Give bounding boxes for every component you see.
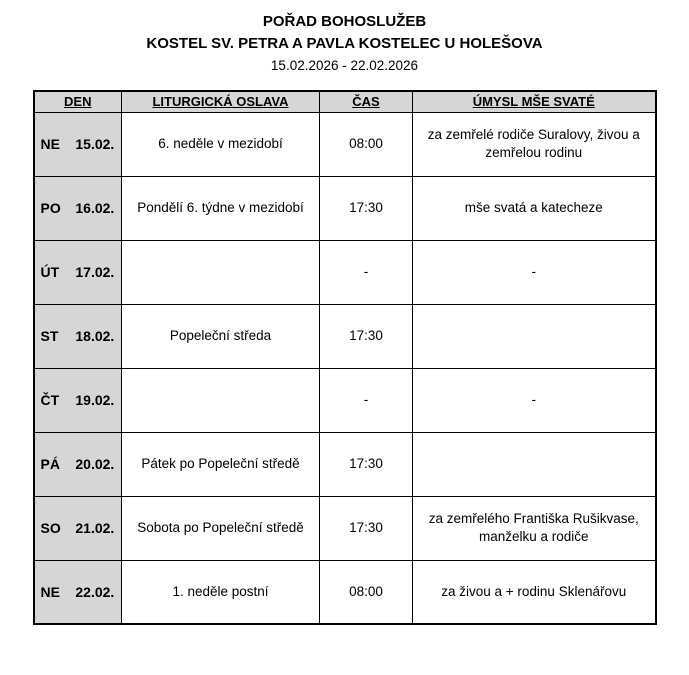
day-abbr: ST [40,328,59,345]
table-header-row [34,91,656,112]
day-abbr: PO [40,200,61,217]
time-cell: 17:30 [320,496,413,560]
intention-cell: - [413,368,656,432]
table-row [34,112,656,176]
intention-cell: - [413,240,656,304]
celebration-cell: 6. neděle v mezidobí [122,112,320,176]
church-name: KOSTEL SV. PETRA A PAVLA KOSTELEC U HOLEŠOVA [146,34,543,52]
table-row [34,560,656,624]
time-cell: 08:00 [320,560,413,624]
intention-cell: mše svatá a katecheze [413,176,656,240]
intention-cell [413,304,656,368]
celebration-cell: 1. neděle postní [122,560,320,624]
day-cell [34,304,122,368]
celebration-cell: Popeleční středa [122,304,320,368]
table-row [34,368,656,432]
day-cell [34,112,122,176]
day-cell [34,240,122,304]
time-cell: 08:00 [320,112,413,176]
day-date: 22.02. [75,583,115,600]
table-row [34,304,656,368]
document-header [0,0,689,75]
service-schedule-table [33,90,657,625]
time-cell: 17:30 [320,304,413,368]
column-header-time: ČAS [320,91,413,112]
time-cell: - [320,240,413,304]
day-date: 15.02. [75,136,115,153]
table-row [34,496,656,560]
day-cell [34,368,122,432]
day-date: 21.02. [75,520,115,537]
day-date: 18.02. [75,328,115,345]
column-header-intention: ÚMYSL MŠE SVATÉ [413,91,656,112]
celebration-cell: Sobota po Popeleční středě [122,496,320,560]
time-cell: 17:30 [320,432,413,496]
intention-cell: za zemřelé rodiče Suralovy, živou a zemřelou rodinu [413,112,656,176]
day-cell [34,496,122,560]
time-cell: - [320,368,413,432]
date-range: 15.02.2026 - 22.02.2026 [270,57,419,73]
column-header-celebration: LITURGICKÁ OSLAVA [122,91,320,112]
celebration-cell [122,240,320,304]
day-date: 20.02. [75,456,115,473]
day-abbr: SO [40,520,61,537]
day-cell [34,560,122,624]
intention-cell: za zemřelého Františka Rušikvase, manželku a rodiče [413,496,656,560]
time-cell: 17:30 [320,176,413,240]
intention-cell: za živou a + rodinu Sklenářovu [413,560,656,624]
day-date: 17.02. [75,264,115,281]
page-title: POŘAD BOHOSLUŽEB [262,13,427,30]
celebration-cell [122,368,320,432]
day-cell [34,176,122,240]
table-row [34,240,656,304]
intention-cell [413,432,656,496]
day-abbr: NE [40,136,60,153]
column-header-day: DEN [34,91,122,112]
day-abbr: NE [40,583,60,600]
celebration-cell: Pondělí 6. týdne v mezidobí [122,176,320,240]
table-row [34,432,656,496]
celebration-cell: Pátek po Popeleční středě [122,432,320,496]
day-abbr: PÁ [40,456,60,473]
day-cell [34,432,122,496]
day-date: 16.02. [75,200,115,217]
day-abbr: ÚT [40,264,60,281]
day-date: 19.02. [75,392,115,409]
day-abbr: ČT [40,392,60,409]
table-row [34,176,656,240]
